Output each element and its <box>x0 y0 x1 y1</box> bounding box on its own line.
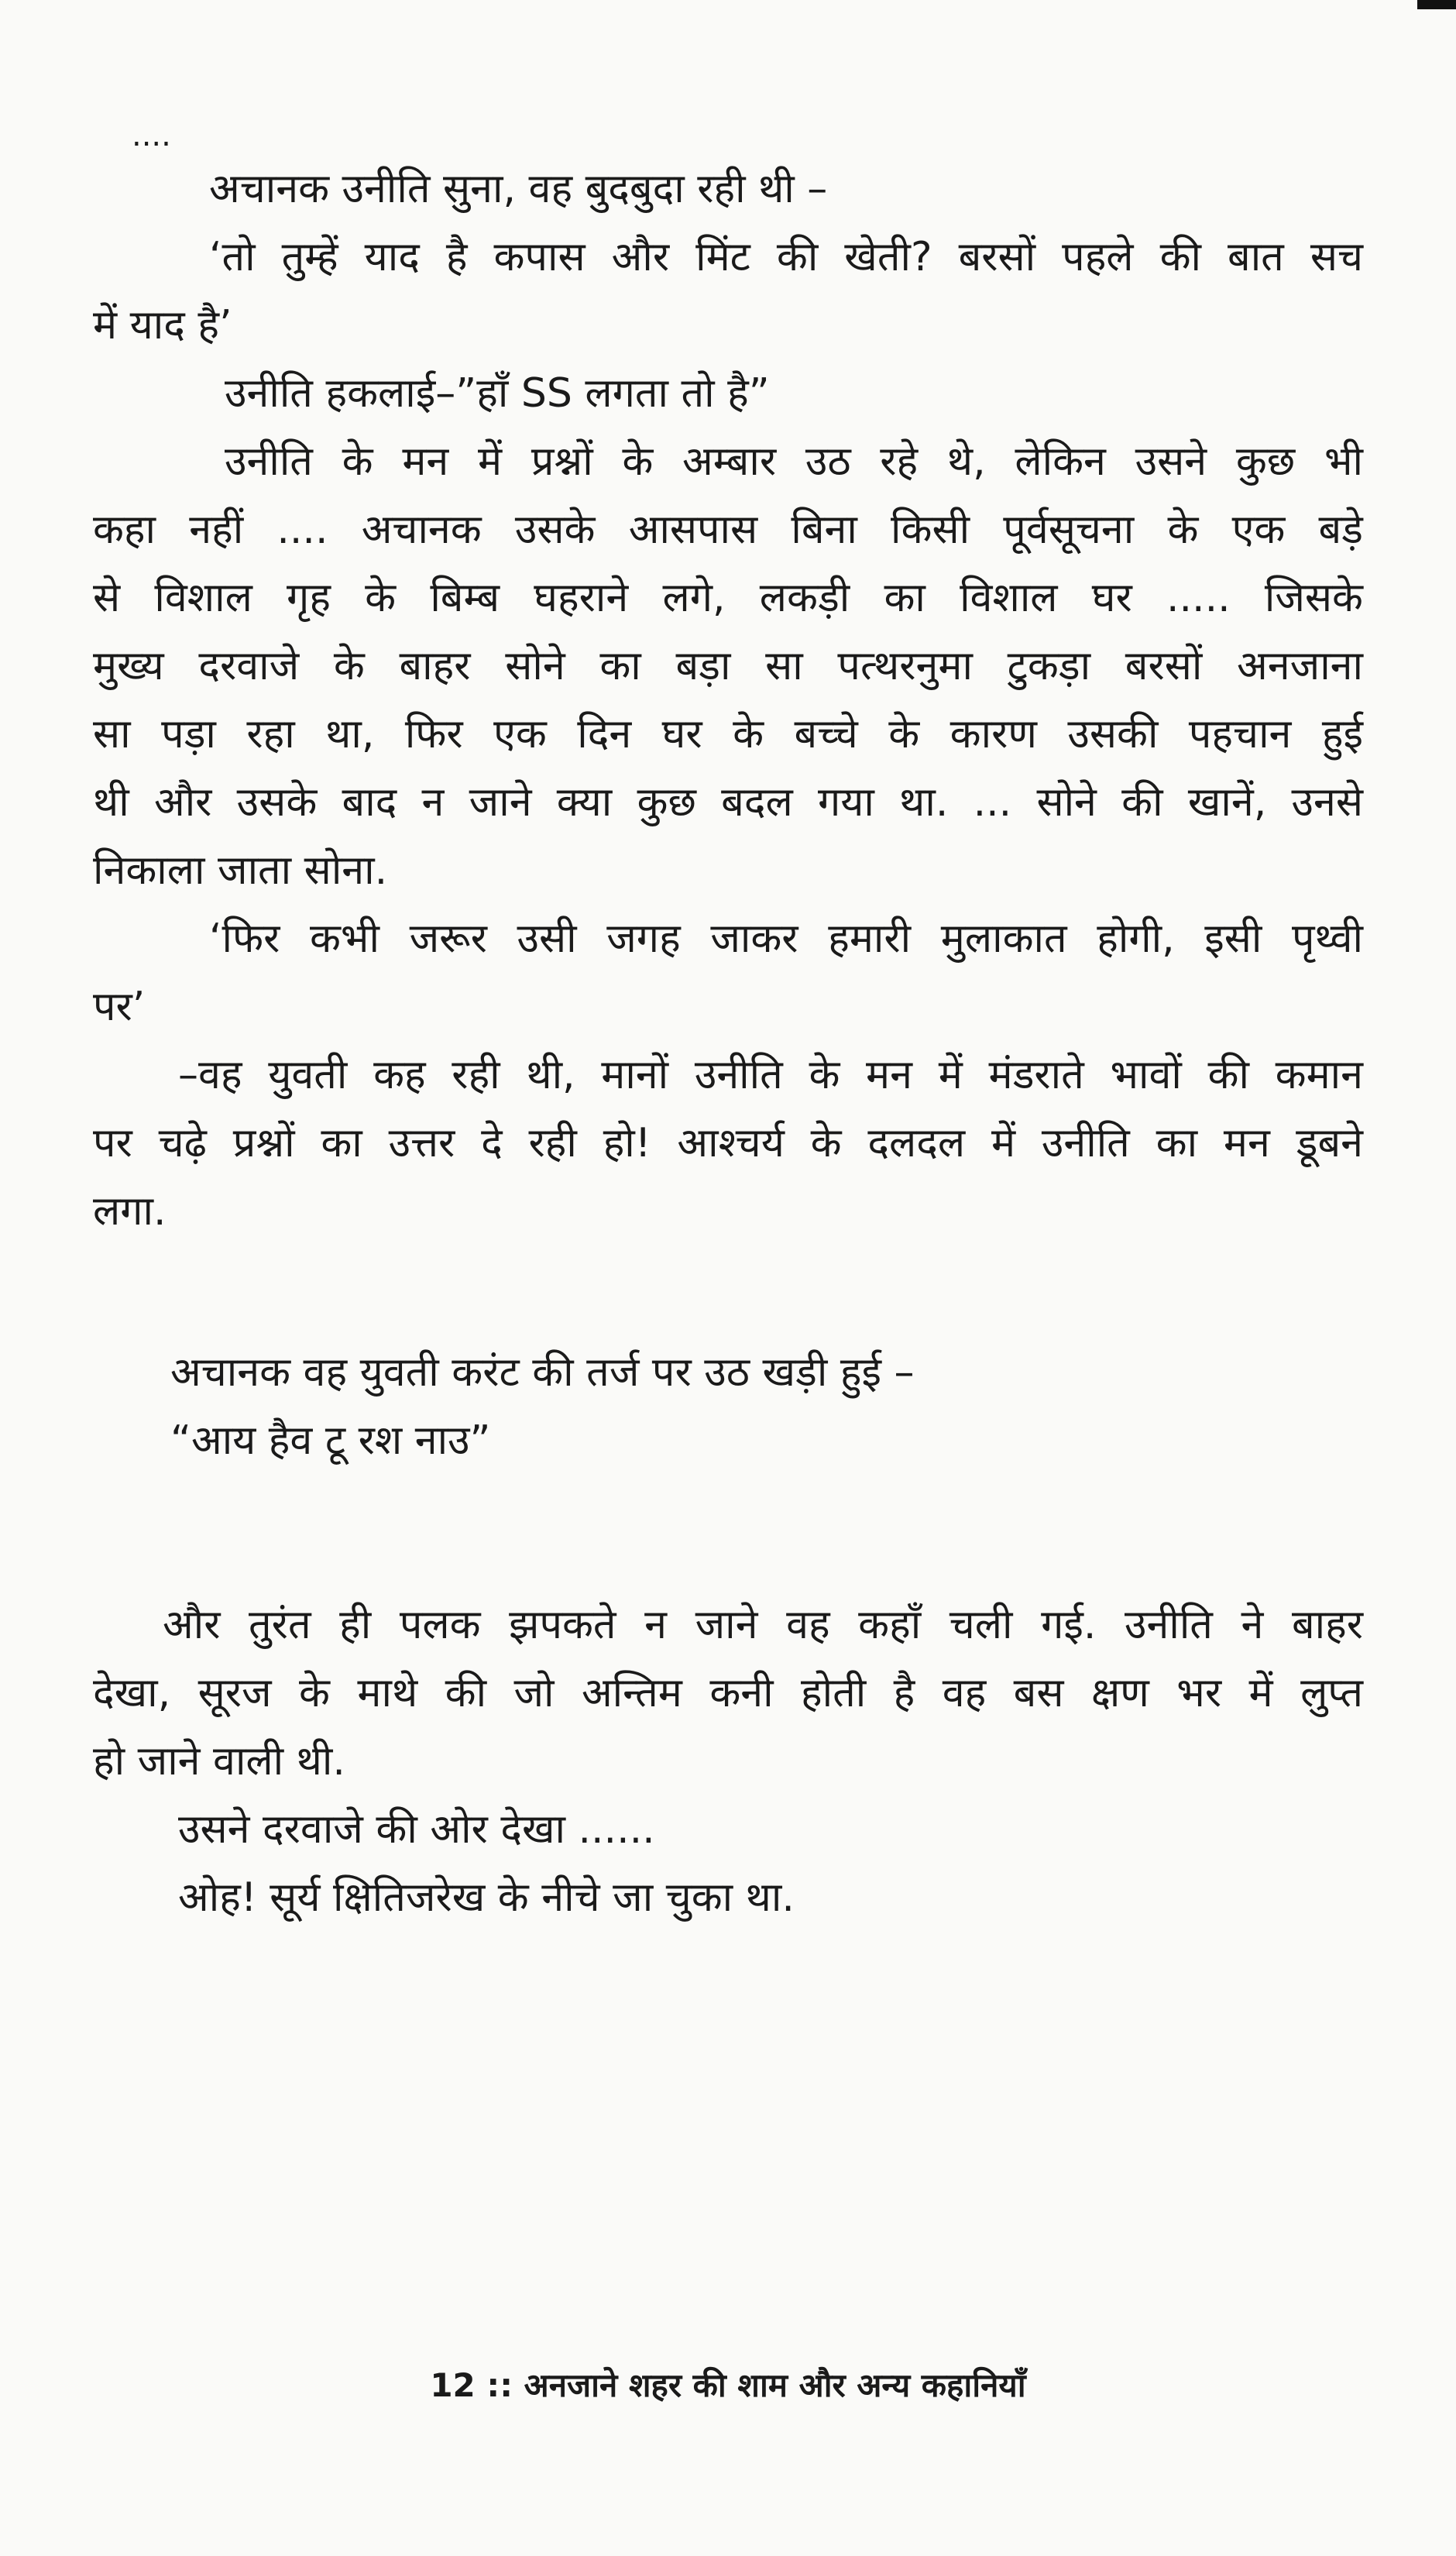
paragraph-line: उसने दरवाजे की ओर देखा ...... <box>178 1806 655 1853</box>
paragraph-line: अचानक उनीति सुना, वह बुदबुदा रही थी – <box>209 166 828 212</box>
paragraph-line: सा पड़ा रहा था, फिर एक दिन घर के बच्चे के कारण उसकी पहचान हुई <box>93 711 1363 758</box>
paragraph-line: पर चढ़े प्रश्नों का उत्तर दे रही हो! आश्चर्य के दलदल में उनीति का मन डूबने <box>93 1120 1363 1166</box>
paragraph-line: ओह! सूर्य क्षितिजरेख के नीचे जा चुका था. <box>178 1874 795 1921</box>
paragraph-line: उनीति के मन में प्रश्नों के अम्बार उठ रहे थे, लेकिन उसने कुछ भी <box>225 438 1363 485</box>
paragraph-line: पर’ <box>93 984 146 1030</box>
paragraph-line: से विशाल गृह के बिम्ब घहराने लगे, लकड़ी का विशाल घर ..... जिसके <box>93 575 1363 621</box>
paragraph-line: कहा नहीं .... अचानक उसके आसपास बिना किसी पूर्वसूचना के एक बड़े <box>93 507 1363 553</box>
paragraph-line: ‘फिर कभी जरूर उसी जगह जाकर हमारी मुलाकात होगी, इसी पृथ्वी <box>209 916 1363 962</box>
page-edge-mark <box>1417 0 1456 9</box>
paragraph-line: “आय हैव टू रश नाउ” <box>170 1417 491 1464</box>
paragraph-line: उनीति हकलाई–”हाँ SS लगता तो है” <box>225 370 770 417</box>
paragraph-line: –वह युवती कह रही थी, मानों उनीति के मन में मंडराते भावों की कमान <box>178 1052 1363 1098</box>
leading-ellipsis: .... <box>132 118 171 153</box>
paragraph-line: में याद है’ <box>93 302 232 349</box>
paragraph-line: मुख्य दरवाजे के बाहर सोने का बड़ा सा पत्थरनुमा टुकड़ा बरसों अनजाना <box>93 643 1363 689</box>
paragraph-line: थी और उसके बाद न जाने क्या कुछ बदल गया था. ... सोने की खानें, उनसे <box>93 779 1363 826</box>
paragraph-line: हो जाने वाली थी. <box>93 1738 345 1785</box>
page-footer: 12 :: अनजाने शहर की शाम और अन्य कहानियाँ <box>430 2366 1026 2404</box>
paragraph-line: निकाला जाता सोना. <box>93 847 388 894</box>
paragraph-line: देखा, सूरज के माथे की जो अन्तिम कनी होती है वह बस क्षण भर में लुप्त <box>93 1670 1363 1716</box>
story-text <box>93 116 1363 1932</box>
paragraph-line: लगा. <box>93 1188 167 1235</box>
paragraph-line: और तुरंत ही पलक झपकते न जाने वह कहाँ चली गई. उनीति ने बाहर <box>163 1602 1363 1648</box>
paragraph-line: अचानक वह युवती करंट की तर्ज पर उठ खड़ी हुई – <box>170 1349 915 1396</box>
paragraph-line: ‘तो तुम्हें याद है कपास और मिंट की खेती? बरसों पहले की बात सच <box>209 234 1363 280</box>
